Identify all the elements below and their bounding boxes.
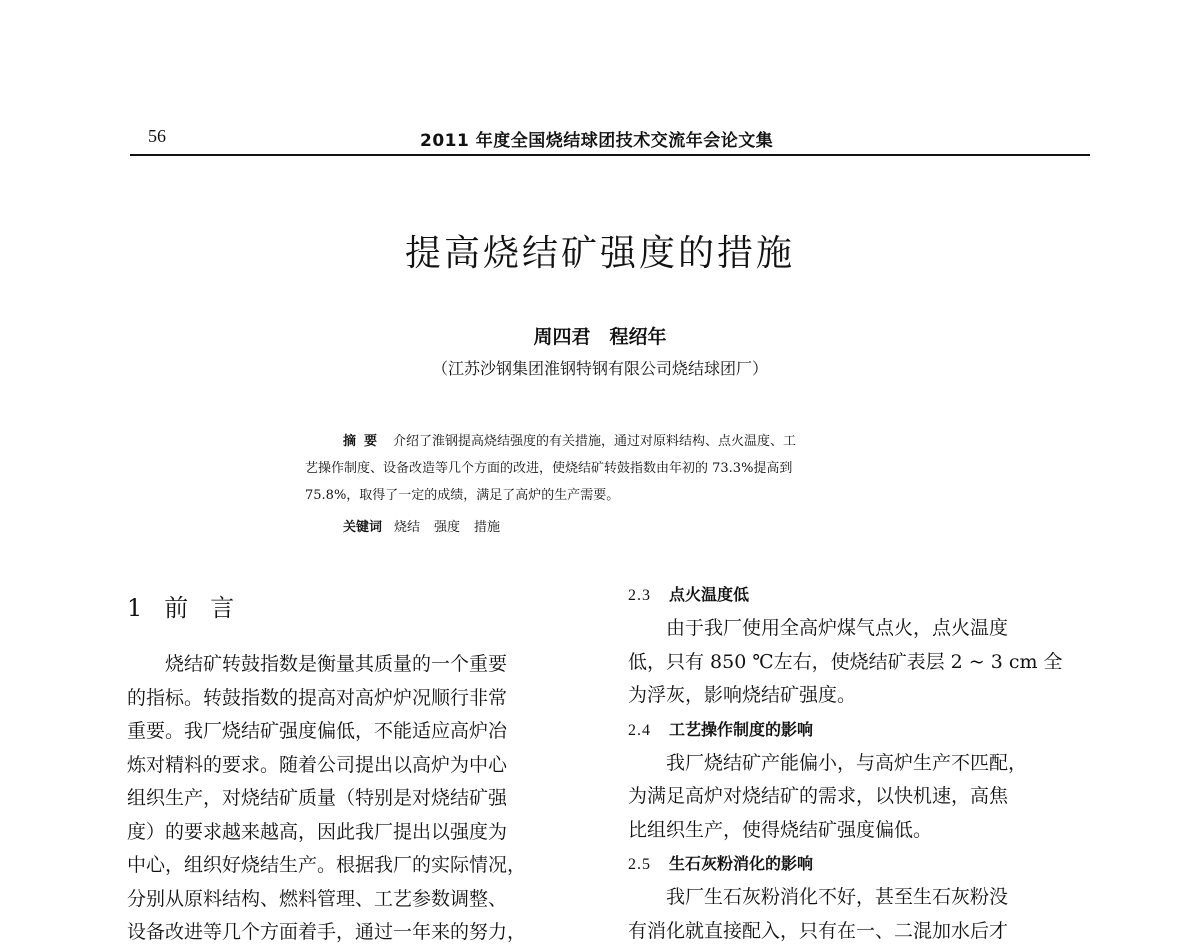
abstract-line-text: 介绍了淮钢提高烧结强度的有关措施，通过对原料结构、点火温度、工 (393, 434, 797, 449)
keywords (343, 516, 514, 535)
text-line: 重要。我厂烧结矿强度偏低，不能适应高炉冶 (127, 720, 508, 742)
section-title: 前言 (164, 594, 257, 622)
subsection-number: 2.4 (628, 721, 651, 739)
abstract-label: 摘要 (343, 434, 386, 449)
text-line: 我厂烧结矿产能偏小，与高炉生产不匹配， (666, 751, 1028, 774)
text-line: 为满足高炉对烧结矿的需求，以快机速，高焦 (628, 785, 1009, 807)
subsection-title: 生石灰粉消化的影响 (669, 854, 814, 873)
subsection-number: 2.3 (628, 587, 651, 604)
subsection-title: 点火温度低 (669, 585, 750, 604)
text-line: 的指标。转鼓指数的提高对高炉炉况顺行非常 (127, 686, 508, 709)
introduction-paragraph (127, 648, 589, 950)
header-rule (130, 154, 1090, 156)
text-line: 烧结矿转鼓指数是衡量其质量的一个重要 (165, 653, 508, 675)
section-number: 1 (127, 594, 143, 622)
subsection-heading-2-5 (628, 847, 1090, 881)
subsection-title: 工艺操作制度的影响 (669, 719, 814, 739)
text-line: 有消化就直接配入，只有在一、二混加水后才 (628, 919, 1009, 942)
abstract (305, 428, 925, 509)
text-line: 组织生产，对烧结矿质量（特别是对烧结矿强 (127, 787, 508, 809)
abstract-line: 75.8%，取得了一定的成绩，满足了高炉的生产需要。 (305, 488, 620, 503)
text-line: 比组织生产，使得烧结矿强度偏低。 (628, 818, 933, 841)
text-line: 由于我厂使用全高炉煤气点火，点火温度 (666, 617, 1009, 639)
running-header: 2011 年度全国烧结球团技术交流年会论文集 (420, 131, 774, 151)
keywords-label: 关键词 (343, 520, 383, 535)
text-line: 为浮灰，影响烧结矿强度。 (628, 684, 857, 706)
subsection-heading-2-3 (628, 578, 1090, 612)
text-line: 分别从原料结构、燃料管理、工艺参数调整、 (127, 887, 508, 910)
right-column (628, 578, 1090, 948)
subsection-paragraph (628, 881, 1090, 948)
page-number: 56 (148, 126, 166, 146)
keyword: 烧结 (394, 520, 421, 535)
abstract-line (305, 428, 925, 455)
text-line: 炼对精料的要求。随着公司提出以高炉为中心 (127, 753, 508, 776)
affiliation: （江苏沙钢集团淮钢特钢有限公司烧结球团厂） (431, 359, 768, 378)
text-line: 低，只有 850 ℃左右，使烧结矿表层 2 ~ 3 cm 全 (628, 650, 1063, 673)
text-line: 中心，组织好烧结生产。根据我厂的实际情况， (127, 854, 527, 876)
text-line: 设备改进等几个方面着手，通过一年来的努力， (127, 921, 527, 943)
section-heading-introduction (127, 590, 589, 626)
subsection-paragraph (628, 612, 1090, 713)
text-line: 度）的要求越来越高，因此我厂提出以强度为 (127, 820, 508, 843)
left-column (127, 590, 589, 950)
subsection-heading-2-4 (628, 713, 1090, 747)
keyword: 措施 (474, 520, 501, 535)
subsection-number: 2.5 (628, 856, 651, 873)
subsection-paragraph (628, 747, 1090, 848)
text-line: 我厂生石灰粉消化不好，甚至生石灰粉没 (666, 886, 1009, 908)
article-title: 提高烧结矿强度的措施 (404, 233, 795, 274)
authors: 周四君 程绍年 (533, 326, 667, 348)
keyword: 强度 (434, 520, 461, 535)
abstract-line: 艺操作制度、设备改造等几个方面的改进，使烧结矿转鼓指数由年初的 73.3%提高到 (305, 461, 793, 476)
